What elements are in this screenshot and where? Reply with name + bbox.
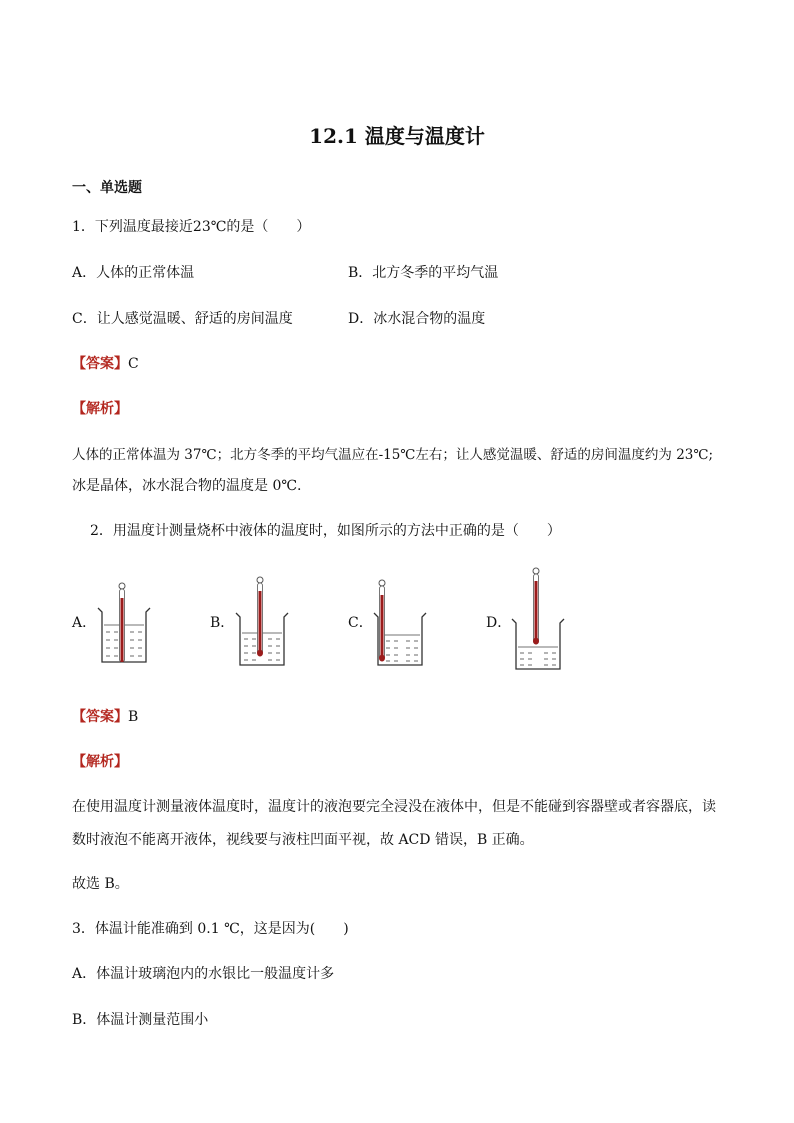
q1-option-b[interactable]: B．北方冬季的平均气温: [348, 265, 499, 281]
q2-analysis-tag: 【解析】: [72, 754, 128, 770]
beaker-figure-d: [510, 565, 566, 671]
q3-stem: 3．体温计能准确到 0.1 ℃，这是因为( ): [72, 921, 349, 937]
q2-answer: [72, 706, 138, 726]
q2-label-c[interactable]: C．: [348, 615, 373, 631]
q2-label-d[interactable]: D．: [486, 615, 512, 631]
answer-value: B: [128, 709, 139, 725]
beaker-figure-b: [234, 575, 290, 667]
q3-option-a[interactable]: A．体温计玻璃泡内的水银比一般温度计多: [72, 966, 335, 982]
q1-analysis-tag: 【解析】: [72, 401, 128, 417]
q2-analysis-line1: 在使用温度计测量液体温度时，温度计的液泡要完全浸没在液体中，但是不能碰到容器壁或者容器底，读: [72, 799, 716, 815]
q2-conclusion: 故选 B。: [72, 876, 129, 892]
q1-answer: [72, 353, 139, 373]
q3-option-b[interactable]: B．体温计测量范围小: [72, 1012, 209, 1028]
beaker-figure-c: [372, 577, 428, 667]
section-heading: 一、单选题: [72, 180, 142, 196]
q1-option-d[interactable]: D．冰水混合物的温度: [348, 311, 486, 327]
q1-analysis-line2: 冰是晶体，冰水混合物的温度是 0℃.: [72, 478, 302, 494]
answer-tag: 【答案】: [72, 709, 128, 725]
answer-value: C: [128, 356, 139, 372]
q2-analysis-line2: 数时液泡不能离开液体，视线要与液柱凹面平视，故 ACD 错误，B 正确。: [72, 832, 534, 848]
page-title: 12.1 温度与温度计: [309, 124, 485, 148]
q1-option-a[interactable]: A．人体的正常体温: [72, 265, 195, 281]
answer-tag: 【答案】: [72, 356, 128, 372]
q2-label-b[interactable]: B．: [210, 615, 235, 631]
beaker-figure-a: [96, 578, 152, 664]
q1-option-c[interactable]: C．让人感觉温暖、舒适的房间温度: [72, 311, 293, 327]
q2-label-a[interactable]: A．: [72, 615, 97, 631]
q1-analysis-line1: 人体的正常体温为 37℃；北方冬季的平均气温应在-15℃左右；让人感觉温暖、舒适的房间温度约为 23℃;: [72, 447, 714, 463]
q2-stem: 2．用温度计测量烧杯中液体的温度时，如图所示的方法中正确的是（ ）: [90, 523, 561, 539]
q1-stem: 1．下列温度最接近23℃的是（ ）: [72, 219, 311, 235]
